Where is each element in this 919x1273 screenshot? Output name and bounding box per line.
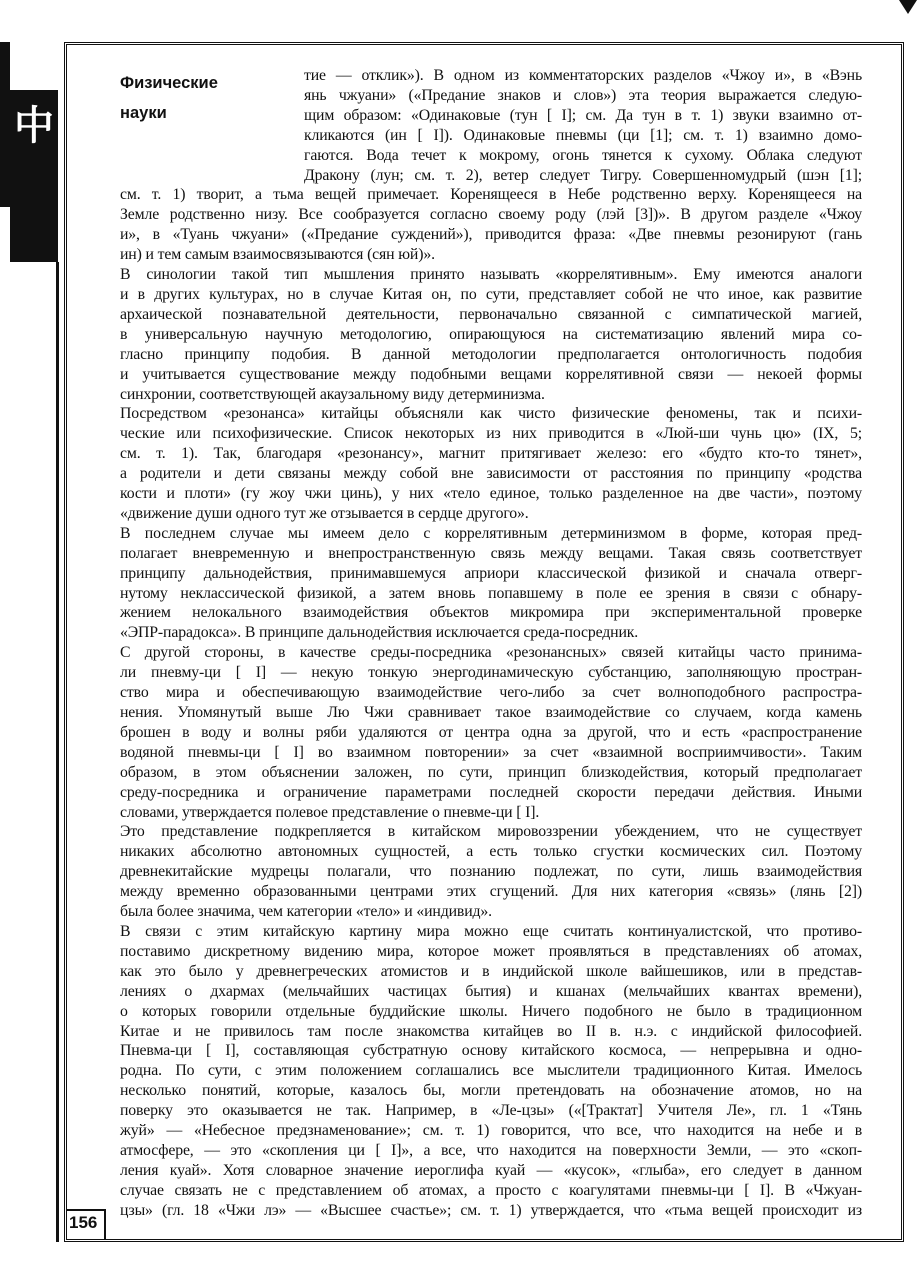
text-line: как это было у древнегреческих атомистов и в индийской школе вайшешиков, или в представ- [120, 962, 862, 980]
page-number: 156 [69, 1213, 98, 1232]
text-line: образом, в этом объяснении заложен, по сути, принцип близкодействия, который предполагает [120, 763, 862, 781]
text-line: в универсальную научную методологию, опирающуюся на систематизацию явлений мира со- [120, 325, 862, 343]
text-line: между временно образованными центрами этих сгущений. Для них категория «связь» (лянь [2]) [120, 883, 862, 901]
text-line: Земле родственно низу. Все сообразуется согласно своему роду (лэй [3])». В другом разделе «Чжоу [120, 206, 862, 224]
corner-triangle-mark [899, 0, 917, 14]
text-line: Посредством «резонанса» китайцы объясняли как чисто физические феномены, так и психи- [120, 405, 862, 423]
text-line: гаются. Вода течет к мокрому, огонь тянется к сухому. Облака следуют [304, 146, 862, 164]
text-line: брошен в воду и волны ряби удаляются от центра одна за другой, что и есть «распространение [120, 723, 862, 741]
text-line: «движение души одного тут же отзывается в сердце другого». [120, 504, 529, 522]
section-title-line-1: Физические [120, 74, 218, 92]
text-line: нения. Упомянутый выше Лю Чжи сравнивает такое взаимодействие со случаем, когда камень [120, 704, 862, 721]
text-line: среду-посредника и ограничение параметрами последней скорости передачи действия. Иными [120, 783, 862, 801]
text-line: В синологии такой тип мышления принято называть «коррелятивным». Ему имеются аналоги [120, 266, 862, 284]
margin-bar [0, 42, 10, 207]
text-line: ческие или психофизические. Список некоторых из них приводится в «Люй-ши чунь цю» (IX, 5; [120, 425, 862, 443]
text-line: кликаются (ин [ I]). Одинаковые пневмы (ци [1]; см. т. 1) взаимно домо- [304, 126, 862, 144]
text-line: несколько понятий, которые, казалось бы, могли претендовать на обозначение атомов, но на [120, 1082, 862, 1100]
text-line: лениях о дхармах (мельчайших частицах бытия) и кшанах (мельчайших квантах времени), [120, 982, 862, 1000]
text-line: нутому неклассической физикой, а затем вновь попавшему в поле ее зрения в связи с обнару- [120, 584, 862, 602]
text-line: «ЭПР-парадокса». В принципе дальнодействия исключается среда-посредник. [120, 624, 639, 642]
text-line: поверку это оказывается не так. Например, в «Ле-цзы» («[Трактат] Учителя Ле», гл. 1 «Тянь [120, 1102, 862, 1120]
text-line: Китае и не привилось там после знакомства китайцев во II в. н.э. с индийской философией. [120, 1022, 862, 1040]
text-line: Дракону (лун; см. т. 2), ветер следует Тигру. Совершенномудрый (шэн [1]; [304, 166, 862, 184]
text-line: гласно принципу подобия. В данной методологии предполагается онтологичность подобия [120, 345, 862, 363]
text-line: поставимо дискретному видению мира, которое может проявляться в представлениях об атомах, [120, 942, 862, 960]
text-line: цзы» (гл. 18 «Чжи лэ» — «Высшее счастье»; см. т. 1) утверждается, что «тьма вещей происходит из [120, 1201, 862, 1219]
chinese-glyph-icon: 中 [14, 103, 54, 149]
text-line: случае связать не с представлением об атомах, а просто с коагулятами пневмы-ци [ I]. В «Чжуан- [120, 1181, 862, 1199]
text-line: словами, утверждается полевое представление о пневме-ци [ I]. [120, 803, 540, 821]
text-line: см. т. 1) творит, а тьма вещей примечает. Коренящееся в Небе родственно верху. Коренящееся на [120, 186, 862, 204]
text-line: ли пневму-ци [ I] — некую тонкую энергодинамическую субстанцию, заполняющую простран- [120, 664, 862, 682]
text-line: а родители и дети связаны между собой вне зависимости от расстояния по принципу «родства [120, 465, 862, 483]
text-line: и в других культурах, но в случае Китая он, по сути, представляет собой не что иное, как развитие [120, 285, 862, 303]
text-line: и учитывается существование между подобными вещами коррелятивной связи — некоей формы [120, 365, 862, 383]
text-line: полагает вневременную и внепространственную связь между вещами. Такая связь соответствует [120, 544, 862, 562]
text-line: С другой стороны, в качестве среды-посредника «резонансных» связей китайцы часто принима- [120, 644, 862, 662]
text-line: тие — отклик»). В одном из комментаторских разделов «Чжоу и», в «Вэнь [304, 67, 862, 84]
text-line: древнекитайские мудрецы полагали, что познанию подлежат, по сути, лишь взаимодействия [120, 863, 862, 881]
margin-thumb-tab [0, 42, 64, 1242]
text-line: принципу дальнодействия, принимавшемуся априори классической физикой и сначала отверг- [120, 564, 862, 582]
text-line: жением нелокального взаимодействия объектов микромира при экспериментальной проверке [120, 604, 862, 622]
text-line: щим образом: «Одинаковые (тун [ I]; см. Да тун в т. 1) звуки взаимно от- [304, 106, 862, 124]
margin-rule [56, 262, 59, 1242]
text-line: Пневма-ци [ I], составляющая субстратную основу китайского космоса, — непрерывна и одно- [120, 1042, 862, 1060]
text-line: о которых говорили отдельные буддийские школы. Ничего подобного не было в традиционном [120, 1002, 862, 1020]
text-line: кости и плоти» (гу жоу чжи цинь), у них «тело единое, только разделенное на две части», поэтому [120, 485, 862, 503]
text-line: ин) и тем самым взаимосвязываются (сян юй)». [120, 246, 435, 264]
text-line: родна. По сути, с этим положением соглашались все мыслители традиционного Китая. Имелось [120, 1062, 862, 1080]
text-line: жуй» — «Небесное предзнаменование»; см. т. 1) говорится, что все, что находится на небе и в [120, 1122, 862, 1140]
text-line: янь чжуани» («Предание знаков и слов») эта теория выражается следую- [304, 86, 862, 104]
text-line: никаких абсолютно автономных сущностей, а есть только сгустки космических сил. Поэтому [120, 843, 862, 861]
text-line: водяной пневмы-ци [ I] во взаимном повторении» за счет «взаимной восприимчивости». Таким [120, 743, 862, 761]
text-line: ство мира и обеспечивающую взаимодействие чего-либо за счет волноподобного распростра- [120, 684, 862, 702]
section-title-line-2: науки [120, 104, 167, 122]
text-line: ления куай». Хотя словарное значение иероглифа куай — «кусок», «глыба», его следует в данном [120, 1161, 862, 1179]
text-line: была более значима, чем категории «тело» и «индивид». [120, 903, 492, 921]
article-body [120, 66, 862, 1221]
text-line: В связи с этим китайскую картину мира можно еще считать континуалистской, что противо- [120, 922, 862, 940]
text-line: см. т. 1). Так, благодаря «резонансу», магнит притягивает железо: его «будто кто-то тянет», [120, 445, 862, 463]
text-line: Это представление подкрепляется в китайском мировоззрении убеждением, что не существует [120, 823, 862, 841]
text-line: синхронии, соответствующей акаузальному виду детерминизма. [120, 385, 545, 403]
text-line: архаической познавательной деятельности, первоначально связанной с симпатической магией, [120, 305, 862, 323]
text-line: В последнем случае мы имеем дело с коррелятивным детерминизмом в форме, которая пред- [120, 524, 862, 542]
text-line: и», в «Туань чжуани» («Предание суждений»), приводится фраза: «Две пневмы резонируют (гань [120, 226, 862, 244]
text-line: атмосфере, — это «скопления ци [ I]», а все, что находится на поверхности Земли, — это «скоп- [120, 1141, 862, 1159]
